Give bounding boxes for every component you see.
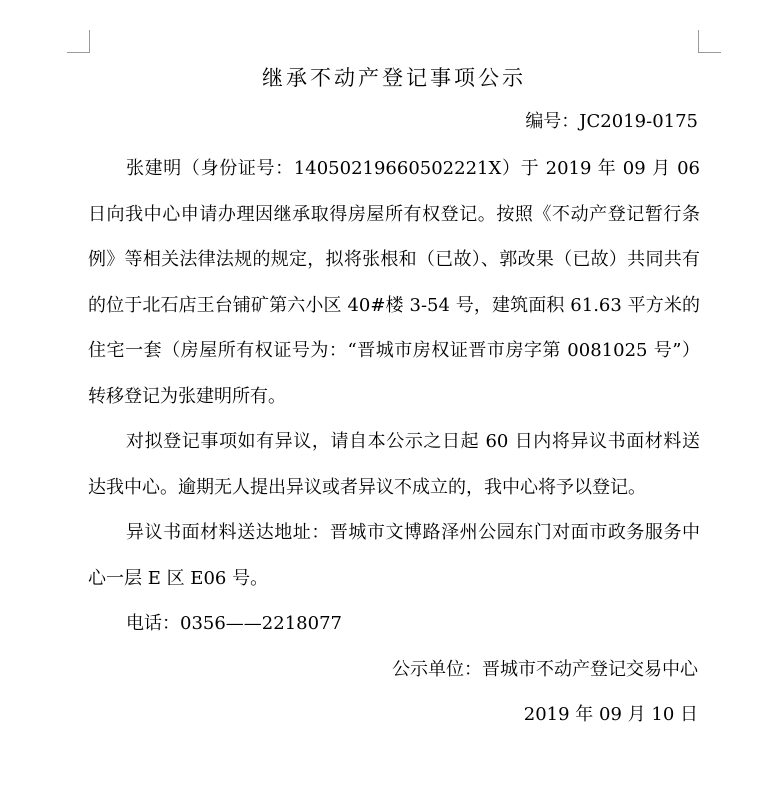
margin-mark-top-left [67,30,90,53]
document-title: 继承不动产登记事项公示 [262,66,526,90]
issuer-line: 公示单位：晋城市不动产登记交易中心 [392,658,698,680]
paragraph-address: 异议书面材料送达地址：晋城市文博路泽州公园东门对面市政务服务中心一层 E 区 E06 号。 [88,522,700,589]
phone-line: 电话：0356——2218077 [126,613,342,634]
paragraph-application: 张建明（身份证号：14050219660502221X）于 2019 年 09 月 06 日向我中心申请办理因继承取得房屋所有权登记。按照《不动产登记暂行条例》等相关法律法规的规定，拟将张根和（已故）、郭改果（已故）共同共有的位于北石店王台铺矿第六小区 40#楼 3-54 号，建筑面积 61.63 平方米的住宅一套（房屋所有权证号为：“晋城市房权证晋市房字第 0081025 号”）转移登记为张建明所有。 [88,158,700,407]
document-body [88,58,700,738]
date-line: 2019 年 09 月 10 日 [523,704,698,725]
paragraph-objection: 对拟登记事项如有异议，请自本公示之日起 60 日内将异议书面材料送达我中心。逾期无人提出异议或者异议不成立的，我中心将予以登记。 [88,431,700,498]
document-number: 编号：JC2019-0175 [525,111,698,132]
margin-mark-top-right [698,30,721,53]
